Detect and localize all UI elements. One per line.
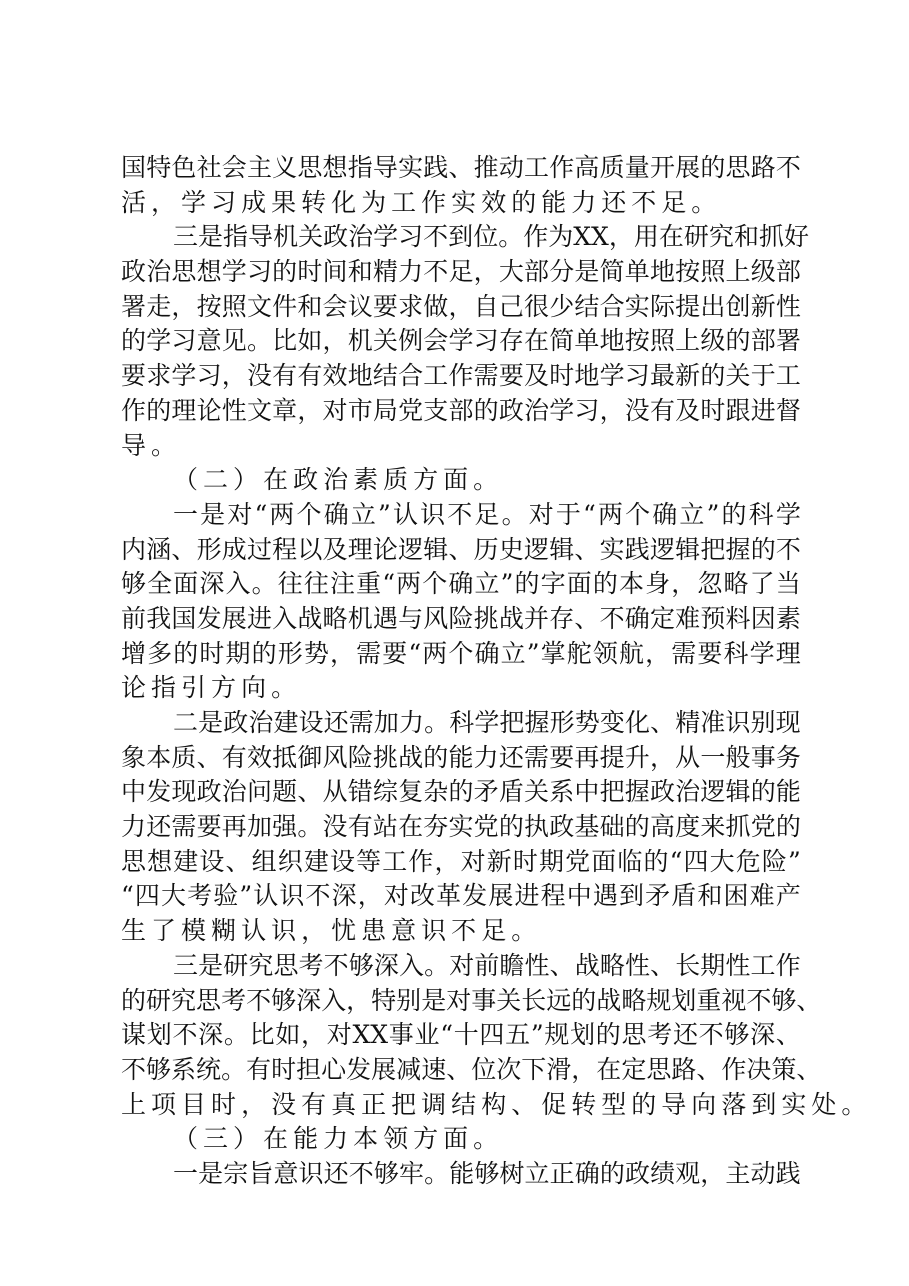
text-line: 谋 划 不 深 。 比 如 ， 对 XX 事 业 “ 十 四 五 ” 规 划 的 思 考 还 不 够 深 、 xyxy=(121,1020,801,1050)
text-line: 一 是 宗 旨 意 识 还 不 够 牢 。 能 够 树 立 正 确 的 政 绩 观 ， 主 动 践 xyxy=(173,1158,801,1188)
text-line: 国 特 色 社 会 主 义 思 想 指 导 实 践 、 推 动 工 作 高 质 量 开 展 的 思 路 不 xyxy=(121,153,801,182)
text-line: 导 。 xyxy=(121,430,177,460)
text-line: 三 是 研 究 思 考 不 够 深 入 。 对 前 瞻 性 、 战 略 性 、 长 期 性 工 作 xyxy=(173,950,801,980)
text-line: 象 本 质 、 有 效 抵 御 风 险 挑 战 的 能 力 还 需 要 再 提 升 ， 从 一 般 事 务 xyxy=(121,742,801,772)
text-line: “ 四 大 考 验 ” 认 识 不 深 ， 对 改 革 发 展 进 程 中 遇 到 矛 盾 和 困 难 产 xyxy=(121,881,801,911)
text-line: 活 ， 学 习 成 果 转 化 为 工 作 实 效 的 能 力 还 不 足 。 xyxy=(121,187,717,217)
text-line: 思 想 建 设 、 组 织 建 设 等 工 作 ， 对 新 时 期 党 面 临 的 “ 四 大 危 险 ” xyxy=(121,846,801,876)
text-line: 的 学 习 意 见 。 比 如 ， 机 关 例 会 学 习 存 在 简 单 地 按 照 上 级 的 部 署 xyxy=(121,326,801,356)
text-line: 二 是 政 治 建 设 还 需 加 力 。 科 学 把 握 形 势 变 化 、 精 准 识 别 现 xyxy=(173,708,801,737)
text-line: 中 发 现 政 治 问 题 、 从 错 综 复 杂 的 矛 盾 关 系 中 把 握 政 治 逻 辑 的 能 xyxy=(121,777,801,807)
text-line: （ 三 ） 在 能 力 本 领 方 面 。 xyxy=(173,1124,499,1154)
text-line: 够 全 面 深 入 。 往 往 注 重 “ 两 个 确 立 ” 的 字 面 的 本 身 ， 忽 略 了 当 xyxy=(121,569,801,599)
text-line: 的 研 究 思 考 不 够 深 入 ， 特 别 是 对 事 关 长 远 的 战 略 规 划 重 视 不 够 、 xyxy=(121,985,822,1015)
text-line: 一 是 对 “ 两 个 确 立 ” 认 识 不 足 。 对 于 “ 两 个 确 立 ” 的 科 学 xyxy=(173,499,801,529)
text-line: 不 够 系 统 。 有 时 担 心 发 展 减 速 、 位 次 下 滑 ， 在 定 思 路 、 作 决 策 、 xyxy=(121,1054,822,1084)
text-line: 上 项 目 时 ， 没 有 真 正 把 调 结 构 、 促 转 型 的 导 向 落 到 实 处 。 xyxy=(121,1089,867,1119)
text-line: （ 二 ） 在 政 治 素 质 方 面 。 xyxy=(173,465,499,495)
text-line: 三 是 指 导 机 关 政 治 学 习 不 到 位 。 作 为 XX ， 用 在 研 究 和 抓 好 xyxy=(173,222,809,252)
text-line: 政 治 思 想 学 习 的 时 间 和 精 力 不 足 ， 大 部 分 是 简 单 地 按 照 上 级 部 xyxy=(121,257,801,287)
text-line: 力 还 需 要 再 加 强 。 没 有 站 在 夯 实 党 的 执 政 基 础 的 高 度 来 抓 党 的 xyxy=(121,812,801,842)
text-line: 论 指 引 方 向 。 xyxy=(121,673,297,703)
text-line: 增 多 的 时 期 的 形 势 ， 需 要 “ 两 个 确 立 ” 掌 舵 领 航 ， 需 要 科 学 理 xyxy=(121,638,801,668)
text-line: 要 求 学 习 ， 没 有 有 效 地 结 合 工 作 需 要 及 时 地 学 习 最 新 的 关 于 工 xyxy=(121,361,801,391)
text-line: 生 了 模 糊 认 识 ， 忧 患 意 识 不 足 。 xyxy=(121,916,537,946)
text-line: 署 走 ， 按 照 文 件 和 会 议 要 求 做 ， 自 己 很 少 结 合 实 际 提 出 创 新 性 xyxy=(121,291,801,321)
text-line: 前 我 国 发 展 进 入 战 略 机 遇 与 风 险 挑 战 并 存 、 不 确 定 难 预 料 因 素 xyxy=(121,603,801,633)
text-line: 作 的 理 论 性 文 章 ， 对 市 局 党 支 部 的 政 治 学 习 ， 没 有 及 时 跟 进 督 xyxy=(121,395,801,425)
document-body xyxy=(121,151,867,1192)
text-line: 内 涵 、 形 成 过 程 以 及 理 论 逻 辑 、 历 史 逻 辑 、 实 践 逻 辑 把 握 的 不 xyxy=(121,534,801,564)
